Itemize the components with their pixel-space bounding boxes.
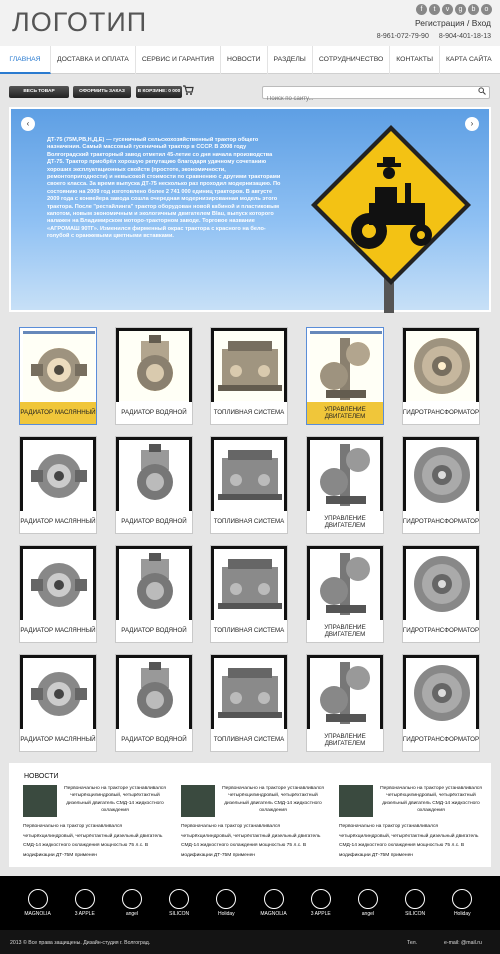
- nav-item-home[interactable]: ГЛАВНАЯ: [0, 46, 51, 74]
- partner-logo[interactable]: 3 APPLE: [68, 883, 102, 923]
- login-link[interactable]: Вход: [471, 18, 491, 28]
- partners-strip: [0, 876, 500, 930]
- footer: [0, 930, 500, 954]
- social-icons: [416, 4, 492, 15]
- partner-mark-icon: [311, 889, 331, 909]
- all-goods-button[interactable]: ВЕСЬ ТОВАР: [9, 86, 69, 98]
- product-label[interactable]: РАДИАТОР МАСЛЯННЫЙ: [20, 627, 96, 635]
- product-label[interactable]: ТОПЛИВНАЯ СИСТЕМА: [213, 627, 285, 635]
- nav-item-service[interactable]: СЕРВИС И ГАРАНТИЯ: [136, 46, 221, 74]
- news-lead[interactable]: Первоначально на тракторе устанавливался четырёхцилиндровый, четырёхтактный дизельный двигатель СМД-14 жидкостного охлаждения: [222, 786, 324, 813]
- register-link[interactable]: Регистрация: [414, 18, 465, 28]
- product-frame: [211, 328, 287, 402]
- product-card[interactable]: [210, 327, 288, 425]
- product-label[interactable]: РАДИАТОР ВОДЯНОЙ: [121, 409, 187, 417]
- product-label[interactable]: РАДИАТОР ВОДЯНОЙ: [121, 627, 187, 635]
- social-icon[interactable]: g: [455, 4, 466, 15]
- product-label[interactable]: УПРАВЛЕНИЕ ДВИГАТЕЛЕМ: [307, 402, 383, 424]
- partner-mark-icon: [264, 889, 284, 909]
- header: [0, 0, 500, 46]
- product-image[interactable]: [23, 331, 95, 401]
- product-label[interactable]: ТОПЛИВНАЯ СИСТЕМА: [213, 518, 285, 526]
- tractor-sign-icon: [309, 123, 473, 313]
- partner-logo[interactable]: angel: [351, 883, 385, 923]
- news-thumbnail[interactable]: [181, 785, 215, 817]
- product-card[interactable]: [306, 545, 384, 643]
- product-card[interactable]: [210, 545, 288, 643]
- product-card[interactable]: [402, 654, 480, 752]
- product-frame: [211, 437, 287, 511]
- cart-button[interactable]: В КОРЗИНЕ: 0 000: [136, 86, 182, 98]
- product-label[interactable]: ГИДРОТРАНСФОРМАТОР: [402, 627, 480, 635]
- product-frame: [211, 546, 287, 620]
- footer-email[interactable]: e-mail: @mail.ru: [444, 940, 482, 946]
- search-box: [262, 86, 490, 99]
- product-frame: [403, 655, 479, 729]
- product-frame: [403, 546, 479, 620]
- product-label[interactable]: ГИДРОТРАНСФОРМАТОР: [402, 736, 480, 744]
- site-logo[interactable]: ЛОГОТИП: [12, 7, 148, 37]
- partner-logo[interactable]: 3 APPLE: [304, 883, 338, 923]
- partner-mark-icon: [405, 889, 425, 909]
- product-card[interactable]: [402, 545, 480, 643]
- phone-1: 8-961-072-79-90: [376, 33, 429, 40]
- product-card[interactable]: [402, 436, 480, 534]
- product-card[interactable]: [19, 545, 97, 643]
- footer-phone: Тел.: [407, 940, 418, 946]
- copyright: 2013 © Все права защищены. Дизайн-студия г. Волгоград.: [10, 940, 151, 946]
- product-frame: [211, 655, 287, 729]
- product-frame: [116, 328, 192, 402]
- social-icon[interactable]: v: [442, 4, 453, 15]
- auth-links: [415, 18, 491, 28]
- toolbar: [0, 74, 500, 106]
- partner-logo[interactable]: Holiday: [209, 883, 243, 923]
- slider-next-button[interactable]: ›: [465, 117, 479, 131]
- partner-mark-icon: [75, 889, 95, 909]
- news-thumbnail[interactable]: [339, 785, 373, 817]
- nav-item-cooperation[interactable]: СОТРУДНИЧЕСТВО: [313, 46, 390, 74]
- product-card[interactable]: [115, 545, 193, 643]
- news-title: НОВОСТИ: [24, 773, 59, 780]
- order-button[interactable]: ОФОРМИТЬ ЗАКАЗ: [73, 86, 131, 98]
- product-frame: [20, 546, 96, 620]
- search-icon[interactable]: [478, 87, 486, 98]
- product-frame: [307, 655, 383, 729]
- news-lead[interactable]: Первоначально на тракторе устанавливался четырёхцилиндровый, четырёхтактный дизельный двигатель СМД-14 жидкостного охлаждения: [380, 786, 482, 813]
- product-card[interactable]: [115, 327, 193, 425]
- product-label[interactable]: РАДИАТОР ВОДЯНОЙ: [121, 518, 187, 526]
- product-label[interactable]: РАДИАТОР МАСЛЯННЫЙ: [20, 402, 96, 424]
- nav-item-news[interactable]: НОВОСТИ: [221, 46, 268, 74]
- nav-item-contacts[interactable]: КОНТАКТЫ: [390, 46, 440, 74]
- partner-logo[interactable]: SILICON: [162, 883, 196, 923]
- product-card[interactable]: [306, 327, 384, 425]
- social-icon[interactable]: t: [429, 4, 440, 15]
- partner-mark-icon: [358, 889, 378, 909]
- auth-separator: /: [467, 18, 470, 28]
- main-nav: [0, 46, 500, 74]
- nav-item-sections[interactable]: РАЗДЕЛЫ: [268, 46, 313, 74]
- product-frame: [116, 546, 192, 620]
- hero-slider: [9, 107, 491, 312]
- partner-logo[interactable]: MAGNOLIA: [21, 883, 55, 923]
- product-label[interactable]: ГИДРОТРАНСФОРМАТОР: [402, 409, 480, 417]
- product-frame: [20, 437, 96, 511]
- product-label[interactable]: УПРАВЛЕНИЕ ДВИГАТЕЛЕМ: [324, 623, 366, 638]
- partner-mark-icon: [452, 889, 472, 909]
- product-image[interactable]: [310, 331, 382, 401]
- product-card[interactable]: [115, 654, 193, 752]
- partner-mark-icon: [216, 889, 236, 909]
- product-label[interactable]: ТОПЛИВНАЯ СИСТЕМА: [213, 736, 285, 744]
- news-body: Первоначально на трактор устанавливался четырёхцилиндровый, четырёхтактный дизельный двигатель СМД-14 жидкостного охлаждения мощностью 75 л.с. В модификации ДТ-75М применен: [339, 824, 479, 858]
- news-section: [9, 763, 491, 867]
- slider-prev-button[interactable]: ‹: [21, 117, 35, 131]
- product-card[interactable]: [402, 327, 480, 425]
- product-label[interactable]: УПРАВЛЕНИЕ ДВИГАТЕЛЕМ: [324, 514, 366, 529]
- product-label[interactable]: ТОПЛИВНАЯ СИСТЕМА: [213, 409, 285, 417]
- product-card[interactable]: [306, 654, 384, 752]
- product-frame: [403, 328, 479, 402]
- product-card[interactable]: [19, 327, 97, 425]
- product-card[interactable]: [19, 654, 97, 752]
- product-frame: [403, 437, 479, 511]
- phone-2: 8-904-401-18-13: [438, 33, 491, 40]
- social-icon[interactable]: o: [481, 4, 492, 15]
- product-label[interactable]: ГИДРОТРАНСФОРМАТОР: [402, 518, 480, 526]
- news-body: Первоначально на трактор устанавливался четырёхцилиндровый, четырёхтактный дизельный двигатель СМД-14 жидкостного охлаждения мощностью 75 л.с. В модификации ДТ-75М применен: [181, 824, 321, 858]
- product-frame: [307, 546, 383, 620]
- product-card[interactable]: [210, 654, 288, 752]
- partner-logo[interactable]: angel: [115, 883, 149, 923]
- product-frame: [307, 437, 383, 511]
- product-label[interactable]: РАДИАТОР МАСЛЯННЫЙ: [20, 736, 96, 744]
- product-card[interactable]: [19, 436, 97, 534]
- slide-text: ДТ-75 (75М,РВ,Н,Д,Е) — гусеничный сельскохозяйственный трактор общего назначения. Самый массовый гусеничный трактор в СССР. В 2008 году Волгоградский тракторный завод отметил 45-летие со дня начала производства ДТ-75. Трактор приобрёл хорошую репутацию благодаря удачному сочетанию хороших эксплуатационных свойств (простоте, экономичности, ремонтопригодности) и невысокой стоимости по сравнению с другими тракторами своего класса. За время выпуска ДТ-75 несколько раз проходил модернизацию. По состоянию на 2009 год изготовлено более 2 741 000 единиц тракторов. В августе 2009 года с конвейера завода сошла очередная модернизированная модель этого трактора. После "рестайлинга" трактор оборудован новой кабиной и пластиковым капотом, новым экономичным и экологичным двигателем Blau, выпуск которого налажен на Владимирском моторо-тракторном заводе. Торговое название «АГРОМАШ 90ТГ». Изменился фирменный окрас трактора с красного на бело-голубой с оранжевыми цветными вставками.: [47, 137, 281, 240]
- product-label[interactable]: РАДИАТОР МАСЛЯННЫЙ: [20, 518, 96, 526]
- partner-mark-icon: [169, 889, 189, 909]
- nav-item-delivery[interactable]: ДОСТАВКА И ОПЛАТА: [51, 46, 136, 74]
- partner-mark-icon: [122, 889, 142, 909]
- cart-icon[interactable]: [182, 84, 196, 98]
- product-frame: [116, 437, 192, 511]
- product-card[interactable]: [306, 436, 384, 534]
- partner-mark-icon: [28, 889, 48, 909]
- product-label[interactable]: РАДИАТОР ВОДЯНОЙ: [121, 736, 187, 744]
- news-lead[interactable]: Первоначально на тракторе устанавливался четырёхцилиндровый, четырёхтактный дизельный двигатель СМД-14 жидкостного охлаждения: [64, 786, 166, 813]
- nav-item-sitemap[interactable]: КАРТА САЙТА: [445, 56, 492, 63]
- product-frame: [116, 655, 192, 729]
- product-frame: [20, 655, 96, 729]
- search-input[interactable]: [263, 94, 473, 105]
- phones: [377, 33, 491, 40]
- partner-logo[interactable]: MAGNOLIA: [257, 883, 291, 923]
- social-icon[interactable]: b: [468, 4, 479, 15]
- product-card[interactable]: [210, 436, 288, 534]
- news-body: Первоначально на трактор устанавливался четырёхцилиндровый, четырёхтактный дизельный двигатель СМД-14 жидкостного охлаждения мощностью 75 л.с. В модификации ДТ-75М применен: [23, 824, 163, 858]
- partner-logo[interactable]: Holiday: [445, 883, 479, 923]
- product-card[interactable]: [115, 436, 193, 534]
- news-thumbnail[interactable]: [23, 785, 57, 817]
- partner-logo[interactable]: SILICON: [398, 883, 432, 923]
- product-label[interactable]: УПРАВЛЕНИЕ ДВИГАТЕЛЕМ: [324, 732, 366, 747]
- social-icon[interactable]: f: [416, 4, 427, 15]
